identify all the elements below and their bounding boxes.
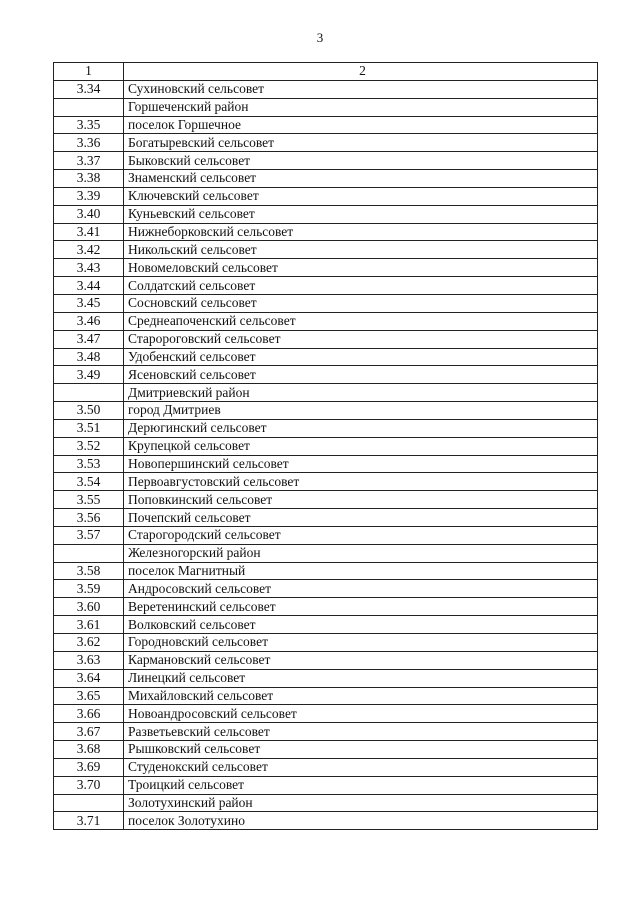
row-number-cell: 3.50	[54, 402, 124, 420]
row-number-cell: 3.59	[54, 580, 124, 598]
row-name-cell: Никольский сельсовет	[124, 241, 598, 259]
row-name-cell: Дерюгинский сельсовет	[124, 419, 598, 437]
row-number-cell: 3.54	[54, 473, 124, 491]
row-number-cell: 3.37	[54, 152, 124, 170]
row-name-cell: поселок Магнитный	[124, 562, 598, 580]
table-row	[54, 616, 598, 634]
row-name-cell: Волковский сельсовет	[124, 616, 598, 634]
row-number-cell	[54, 384, 124, 402]
row-number-cell: 3.66	[54, 705, 124, 723]
row-name-cell: Городновский сельсовет	[124, 634, 598, 652]
row-number-cell	[54, 544, 124, 562]
row-name-cell: Первоавгустовский сельсовет	[124, 473, 598, 491]
table-row	[54, 776, 598, 794]
row-number-cell: 3.49	[54, 366, 124, 384]
table-row	[54, 170, 598, 188]
row-name-cell: Золотухинский район	[124, 794, 598, 812]
header-cell-name: 2	[124, 63, 598, 81]
row-name-cell: Богатыревский сельсовет	[124, 134, 598, 152]
table-row	[54, 562, 598, 580]
row-name-cell: Троицкий сельсовет	[124, 776, 598, 794]
row-number-cell: 3.48	[54, 348, 124, 366]
table-row	[54, 437, 598, 455]
table-body	[54, 63, 598, 830]
row-name-cell: Ключевский сельсовет	[124, 187, 598, 205]
row-name-cell: Солдатский сельсовет	[124, 277, 598, 295]
table-row	[54, 758, 598, 776]
row-name-cell: Рышковский сельсовет	[124, 741, 598, 759]
table-row	[54, 455, 598, 473]
table-row	[54, 812, 598, 830]
row-name-cell: Ясеновский сельсовет	[124, 366, 598, 384]
municipalities-table	[53, 62, 598, 830]
row-number-cell: 3.43	[54, 259, 124, 277]
row-name-cell: Железногорский район	[124, 544, 598, 562]
row-name-cell: город Дмитриев	[124, 402, 598, 420]
row-number-cell: 3.42	[54, 241, 124, 259]
table-row	[54, 80, 598, 98]
row-name-cell: Удобенский сельсовет	[124, 348, 598, 366]
row-number-cell: 3.55	[54, 491, 124, 509]
row-name-cell: Сосновский сельсовет	[124, 294, 598, 312]
table-row	[54, 794, 598, 812]
row-name-cell: Старороговский сельсовет	[124, 330, 598, 348]
row-name-cell: Нижнеборковский сельсовет	[124, 223, 598, 241]
table-row	[54, 544, 598, 562]
row-name-cell: Быковский сельсовет	[124, 152, 598, 170]
row-name-cell: Кармановский сельсовет	[124, 651, 598, 669]
table-row	[54, 687, 598, 705]
row-number-cell: 3.58	[54, 562, 124, 580]
row-number-cell: 3.41	[54, 223, 124, 241]
row-number-cell: 3.63	[54, 651, 124, 669]
table-row	[54, 116, 598, 134]
table-row	[54, 134, 598, 152]
row-number-cell: 3.65	[54, 687, 124, 705]
row-name-cell: Новомеловский сельсовет	[124, 259, 598, 277]
row-number-cell: 3.38	[54, 170, 124, 188]
row-number-cell: 3.69	[54, 758, 124, 776]
row-name-cell: Новоандросовский сельсовет	[124, 705, 598, 723]
table-row	[54, 205, 598, 223]
table-row	[54, 187, 598, 205]
row-name-cell: Андросовский сельсовет	[124, 580, 598, 598]
row-name-cell: Почепский сельсовет	[124, 509, 598, 527]
row-number-cell: 3.35	[54, 116, 124, 134]
row-number-cell: 3.53	[54, 455, 124, 473]
row-number-cell: 3.60	[54, 598, 124, 616]
table-row	[54, 348, 598, 366]
row-number-cell: 3.57	[54, 526, 124, 544]
row-number-cell: 3.40	[54, 205, 124, 223]
row-number-cell: 3.61	[54, 616, 124, 634]
row-name-cell: Дмитриевский район	[124, 384, 598, 402]
row-name-cell: Михайловский сельсовет	[124, 687, 598, 705]
row-name-cell: Разветьевский сельсовет	[124, 723, 598, 741]
row-number-cell: 3.67	[54, 723, 124, 741]
row-name-cell: поселок Горшечное	[124, 116, 598, 134]
row-name-cell: поселок Золотухино	[124, 812, 598, 830]
table-row	[54, 705, 598, 723]
table-row	[54, 526, 598, 544]
table-row	[54, 741, 598, 759]
row-number-cell: 3.64	[54, 669, 124, 687]
row-number-cell: 3.62	[54, 634, 124, 652]
table-row	[54, 98, 598, 116]
row-number-cell: 3.46	[54, 312, 124, 330]
table-row	[54, 580, 598, 598]
table-row	[54, 294, 598, 312]
row-name-cell: Веретенинский сельсовет	[124, 598, 598, 616]
table-row	[54, 366, 598, 384]
row-name-cell: Знаменский сельсовет	[124, 170, 598, 188]
row-name-cell: Линецкий сельсовет	[124, 669, 598, 687]
table-row	[54, 330, 598, 348]
table-row	[54, 312, 598, 330]
table-row	[54, 598, 598, 616]
row-number-cell: 3.51	[54, 419, 124, 437]
table-row	[54, 473, 598, 491]
row-name-cell: Поповкинский сельсовет	[124, 491, 598, 509]
header-cell-number: 1	[54, 63, 124, 81]
table-row	[54, 634, 598, 652]
table-row	[54, 241, 598, 259]
table-row	[54, 669, 598, 687]
row-name-cell: Среднеапоченский сельсовет	[124, 312, 598, 330]
table-row	[54, 723, 598, 741]
row-number-cell: 3.52	[54, 437, 124, 455]
table-row	[54, 509, 598, 527]
row-number-cell: 3.44	[54, 277, 124, 295]
row-name-cell: Студенокский сельсовет	[124, 758, 598, 776]
row-name-cell: Крупецкой сельсовет	[124, 437, 598, 455]
row-name-cell: Новопершинский сельсовет	[124, 455, 598, 473]
row-number-cell	[54, 794, 124, 812]
row-name-cell: Куньевский сельсовет	[124, 205, 598, 223]
table-row	[54, 223, 598, 241]
row-number-cell: 3.47	[54, 330, 124, 348]
row-number-cell: 3.39	[54, 187, 124, 205]
row-number-cell: 3.36	[54, 134, 124, 152]
table-row	[54, 419, 598, 437]
row-number-cell: 3.71	[54, 812, 124, 830]
table-row	[54, 259, 598, 277]
table-row	[54, 152, 598, 170]
row-number-cell: 3.34	[54, 80, 124, 98]
page-number: 3	[316, 30, 324, 45]
table-row	[54, 402, 598, 420]
row-number-cell: 3.70	[54, 776, 124, 794]
table-row	[54, 277, 598, 295]
table-row	[54, 651, 598, 669]
row-number-cell	[54, 98, 124, 116]
table-header-row	[54, 63, 598, 81]
row-number-cell: 3.68	[54, 741, 124, 759]
row-name-cell: Сухиновский сельсовет	[124, 80, 598, 98]
table-row	[54, 491, 598, 509]
table-row	[54, 384, 598, 402]
row-name-cell: Старогородский сельсовет	[124, 526, 598, 544]
row-number-cell: 3.56	[54, 509, 124, 527]
row-number-cell: 3.45	[54, 294, 124, 312]
row-name-cell: Горшеченский район	[124, 98, 598, 116]
